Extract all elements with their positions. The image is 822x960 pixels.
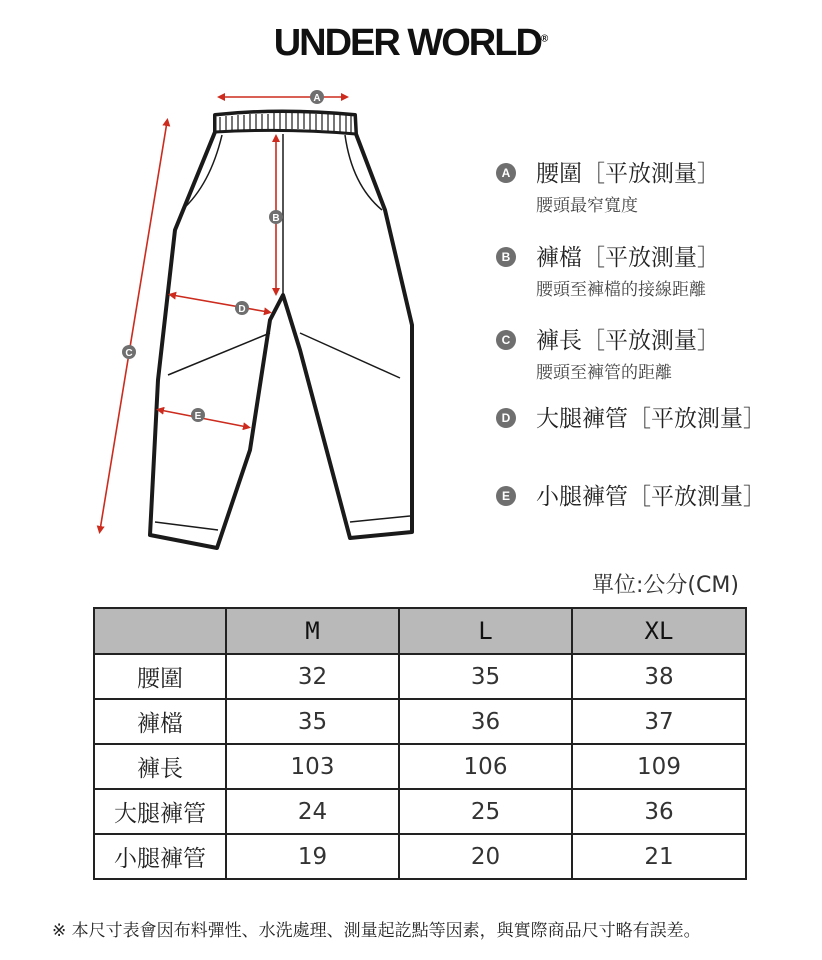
marker-c: C xyxy=(125,348,133,359)
value-cell: 38 xyxy=(572,654,746,699)
legend-title: 小腿褲管［平放測量］ xyxy=(536,484,766,510)
registered-mark: ® xyxy=(540,33,549,45)
value-cell: 106 xyxy=(399,744,572,789)
header-cell-blank xyxy=(94,608,226,654)
table-row xyxy=(94,654,746,699)
legend-subtitle: 腰頭至褲檔的接線距離 xyxy=(536,280,706,300)
value-cell: 25 xyxy=(399,789,572,834)
unit-label: 單位:公分(CM) xyxy=(592,573,739,598)
legend-badge: B xyxy=(496,247,516,267)
row-label: 大腿褲管 xyxy=(94,789,226,834)
value-cell: 37 xyxy=(572,699,746,744)
row-label: 腰圍 xyxy=(94,654,226,699)
size-table xyxy=(93,607,747,880)
row-label: 小腿褲管 xyxy=(94,834,226,879)
value-cell: 21 xyxy=(572,834,746,879)
marker-a: A xyxy=(313,93,321,104)
legend-title: 褲檔［平放測量］ xyxy=(536,245,720,271)
legend-subtitle: 腰頭至褲管的距離 xyxy=(536,363,672,383)
table-row xyxy=(94,699,746,744)
value-cell: 36 xyxy=(572,789,746,834)
legend-title: 腰圍［平放測量］ xyxy=(536,161,720,187)
legend-subtitle: 腰頭最窄寬度 xyxy=(536,196,638,216)
row-label: 褲長 xyxy=(94,744,226,789)
table-row xyxy=(94,789,746,834)
marker-b: B xyxy=(272,213,280,224)
header-cell-xl: XL xyxy=(572,608,746,654)
legend-title: 褲長［平放測量］ xyxy=(536,328,720,354)
legend-badge: E xyxy=(496,486,516,506)
value-cell: 35 xyxy=(226,699,399,744)
legend-badge: C xyxy=(496,330,516,350)
legend-badge: A xyxy=(496,163,516,183)
table-row xyxy=(94,744,746,789)
row-label: 褲檔 xyxy=(94,699,226,744)
disclaimer-note: ※ 本尺寸表會因布料彈性、水洗處理、測量起訖點等因素，與實際商品尺寸略有誤差。 xyxy=(52,921,701,941)
pants-outline xyxy=(150,112,412,549)
value-cell: 35 xyxy=(399,654,572,699)
value-cell: 103 xyxy=(226,744,399,789)
marker-e: E xyxy=(194,411,202,422)
waistband xyxy=(215,112,356,135)
table-header-row xyxy=(94,608,746,654)
value-cell: 32 xyxy=(226,654,399,699)
table-row xyxy=(94,834,746,879)
value-cell: 19 xyxy=(226,834,399,879)
value-cell: 36 xyxy=(399,699,572,744)
header-cell-l: L xyxy=(399,608,572,654)
legend-title: 大腿褲管［平放測量］ xyxy=(536,406,766,432)
header-cell-m: M xyxy=(226,608,399,654)
brand-logo-text: UNDER WORLD xyxy=(273,22,541,64)
marker-d: D xyxy=(238,304,246,315)
legend-badge: D xyxy=(496,408,516,428)
value-cell: 24 xyxy=(226,789,399,834)
value-cell: 20 xyxy=(399,834,572,879)
value-cell: 109 xyxy=(572,744,746,789)
